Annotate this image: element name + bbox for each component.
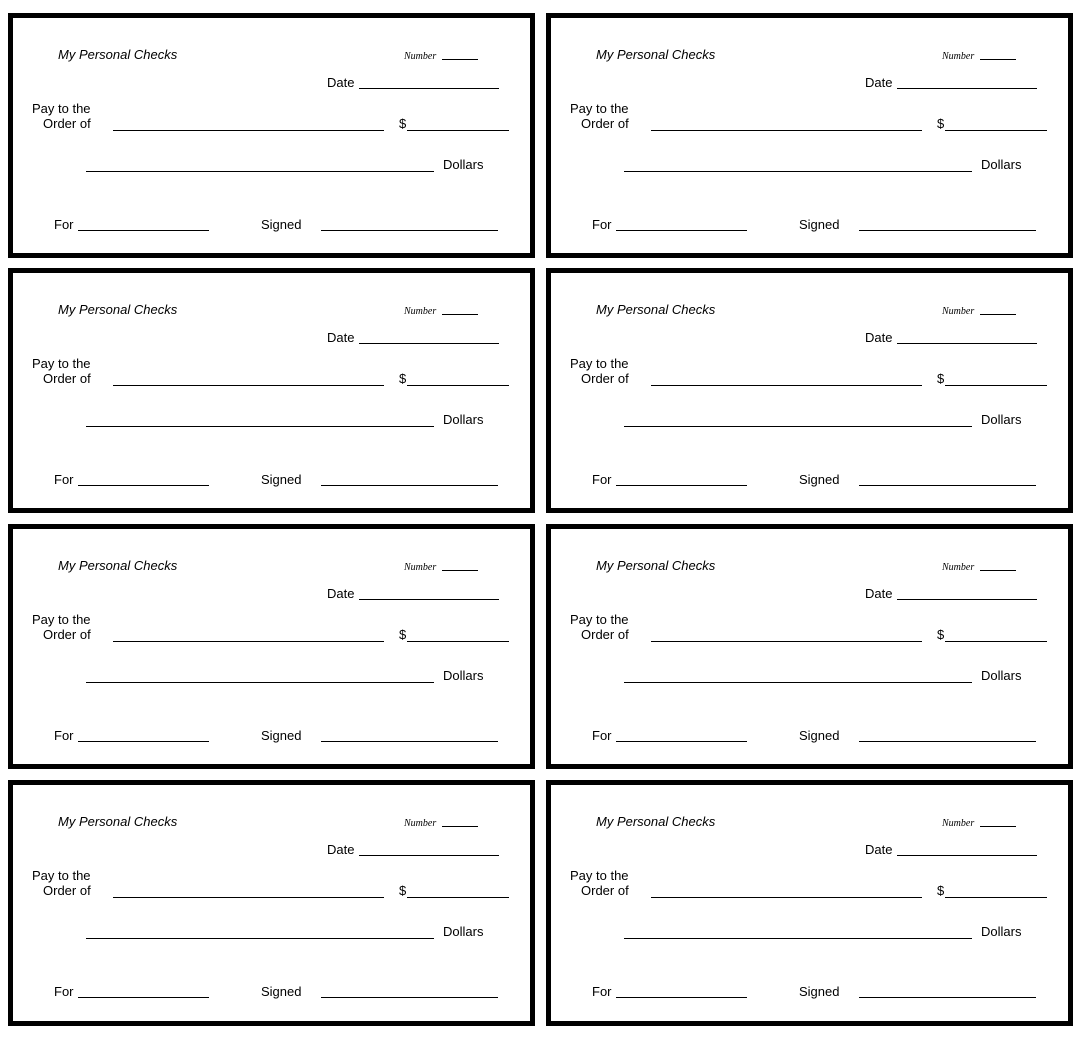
dollars-label: Dollars — [981, 924, 1022, 939]
pay-to-the-label: Pay to the — [570, 356, 629, 371]
memo-line[interactable] — [616, 485, 747, 486]
pay-to-the-label: Pay to the — [570, 868, 629, 883]
dollar-sign: $ — [399, 883, 407, 898]
for-label: For — [592, 984, 612, 999]
number-line[interactable] — [442, 314, 478, 315]
dollars-label: Dollars — [981, 157, 1022, 172]
written-amount-line[interactable] — [86, 171, 426, 172]
signed-label: Signed — [799, 728, 840, 743]
brand-name: My Personal Checks — [596, 558, 716, 573]
pay-to-the-label: Pay to the — [32, 101, 91, 116]
order-of-label: Order of — [43, 883, 91, 898]
order-of-label: Order of — [581, 883, 629, 898]
check-7 — [8, 780, 535, 1026]
signature-line[interactable] — [859, 997, 1036, 998]
dollar-sign: $ — [399, 371, 407, 386]
payee-line[interactable] — [651, 130, 922, 131]
number-label: Number — [942, 306, 975, 317]
amount-line[interactable] — [945, 385, 1047, 386]
amount-line[interactable] — [945, 641, 1047, 642]
written-amount-line-end — [964, 938, 972, 939]
brand-name: My Personal Checks — [58, 302, 178, 317]
dollar-sign: $ — [937, 371, 945, 386]
dollars-label: Dollars — [981, 668, 1022, 683]
number-label: Number — [942, 51, 975, 62]
check-4 — [546, 268, 1073, 513]
number-line[interactable] — [980, 314, 1016, 315]
check-2 — [546, 13, 1073, 258]
dollar-sign: $ — [399, 116, 407, 131]
date-label: Date — [327, 330, 355, 345]
pay-to-the-label: Pay to the — [570, 612, 629, 627]
check-3 — [8, 268, 535, 513]
brand-name: My Personal Checks — [596, 814, 716, 829]
signature-line[interactable] — [321, 485, 498, 486]
brand-name: My Personal Checks — [596, 47, 716, 62]
number-label: Number — [942, 818, 975, 829]
brand-name: My Personal Checks — [58, 814, 178, 829]
for-label: For — [54, 984, 74, 999]
check-6 — [546, 524, 1073, 769]
number-line[interactable] — [442, 59, 478, 60]
dollars-label: Dollars — [981, 412, 1022, 427]
memo-line[interactable] — [616, 741, 747, 742]
signed-label: Signed — [261, 984, 302, 999]
date-line[interactable] — [359, 855, 499, 856]
for-label: For — [592, 472, 612, 487]
check-8 — [546, 780, 1073, 1026]
date-label: Date — [327, 75, 355, 90]
order-of-label: Order of — [43, 627, 91, 642]
date-label: Date — [865, 842, 893, 857]
pay-to-the-label: Pay to the — [570, 101, 629, 116]
date-line[interactable] — [897, 88, 1037, 89]
date-line[interactable] — [897, 343, 1037, 344]
signed-label: Signed — [799, 984, 840, 999]
signature-line[interactable] — [321, 230, 498, 231]
dollar-sign: $ — [937, 627, 945, 642]
date-label: Date — [865, 75, 893, 90]
memo-line[interactable] — [616, 230, 747, 231]
brand-name: My Personal Checks — [596, 302, 716, 317]
signed-label: Signed — [799, 217, 840, 232]
number-line[interactable] — [980, 59, 1016, 60]
order-of-label: Order of — [581, 116, 629, 131]
signature-line[interactable] — [321, 741, 498, 742]
payee-line[interactable] — [113, 130, 384, 131]
dollar-sign: $ — [937, 883, 945, 898]
amount-line[interactable] — [407, 641, 509, 642]
written-amount-line[interactable] — [624, 171, 964, 172]
dollars-label: Dollars — [443, 157, 484, 172]
memo-line[interactable] — [78, 997, 209, 998]
date-line[interactable] — [897, 855, 1037, 856]
written-amount-line-end — [964, 682, 972, 683]
payee-line[interactable] — [651, 641, 922, 642]
signed-label: Signed — [261, 472, 302, 487]
memo-line[interactable] — [78, 230, 209, 231]
memo-line[interactable] — [616, 997, 747, 998]
for-label: For — [592, 217, 612, 232]
amount-line[interactable] — [407, 385, 509, 386]
payee-line[interactable] — [651, 897, 922, 898]
signature-line[interactable] — [859, 485, 1036, 486]
number-label: Number — [404, 306, 437, 317]
date-line[interactable] — [359, 599, 499, 600]
number-line[interactable] — [442, 570, 478, 571]
check-5 — [8, 524, 535, 769]
written-amount-line-end — [426, 682, 434, 683]
date-label: Date — [327, 586, 355, 601]
payee-line[interactable] — [651, 385, 922, 386]
order-of-label: Order of — [581, 371, 629, 386]
payee-line[interactable] — [113, 385, 384, 386]
signed-label: Signed — [261, 217, 302, 232]
number-label: Number — [942, 562, 975, 573]
date-label: Date — [327, 842, 355, 857]
number-line[interactable] — [442, 826, 478, 827]
written-amount-line-end — [964, 426, 972, 427]
dollar-sign: $ — [937, 116, 945, 131]
date-label: Date — [865, 586, 893, 601]
pay-to-the-label: Pay to the — [32, 868, 91, 883]
signed-label: Signed — [799, 472, 840, 487]
for-label: For — [54, 217, 74, 232]
written-amount-line[interactable] — [624, 682, 964, 683]
amount-line[interactable] — [945, 130, 1047, 131]
amount-line[interactable] — [407, 130, 509, 131]
payee-line[interactable] — [113, 641, 384, 642]
order-of-label: Order of — [581, 627, 629, 642]
dollars-label: Dollars — [443, 412, 484, 427]
number-line[interactable] — [980, 826, 1016, 827]
order-of-label: Order of — [43, 371, 91, 386]
for-label: For — [54, 472, 74, 487]
written-amount-line-end — [426, 938, 434, 939]
dollars-label: Dollars — [443, 668, 484, 683]
written-amount-line[interactable] — [624, 938, 964, 939]
dollars-label: Dollars — [443, 924, 484, 939]
amount-line[interactable] — [407, 897, 509, 898]
written-amount-line-end — [426, 426, 434, 427]
for-label: For — [54, 728, 74, 743]
written-amount-line-end — [426, 171, 434, 172]
brand-name: My Personal Checks — [58, 558, 178, 573]
date-line[interactable] — [897, 599, 1037, 600]
signature-line[interactable] — [859, 230, 1036, 231]
payee-line[interactable] — [113, 897, 384, 898]
for-label: For — [592, 728, 612, 743]
number-label: Number — [404, 562, 437, 573]
number-line[interactable] — [980, 570, 1016, 571]
date-line[interactable] — [359, 343, 499, 344]
signature-line[interactable] — [321, 997, 498, 998]
memo-line[interactable] — [78, 485, 209, 486]
written-amount-line[interactable] — [86, 682, 426, 683]
written-amount-line[interactable] — [624, 426, 964, 427]
signed-label: Signed — [261, 728, 302, 743]
dollar-sign: $ — [399, 627, 407, 642]
signature-line[interactable] — [859, 741, 1036, 742]
check-1 — [8, 13, 535, 258]
pay-to-the-label: Pay to the — [32, 612, 91, 627]
written-amount-line[interactable] — [86, 426, 426, 427]
date-line[interactable] — [359, 88, 499, 89]
number-label: Number — [404, 818, 437, 829]
amount-line[interactable] — [945, 897, 1047, 898]
order-of-label: Order of — [43, 116, 91, 131]
pay-to-the-label: Pay to the — [32, 356, 91, 371]
written-amount-line[interactable] — [86, 938, 426, 939]
brand-name: My Personal Checks — [58, 47, 178, 62]
memo-line[interactable] — [78, 741, 209, 742]
number-label: Number — [404, 51, 437, 62]
written-amount-line-end — [964, 171, 972, 172]
date-label: Date — [865, 330, 893, 345]
